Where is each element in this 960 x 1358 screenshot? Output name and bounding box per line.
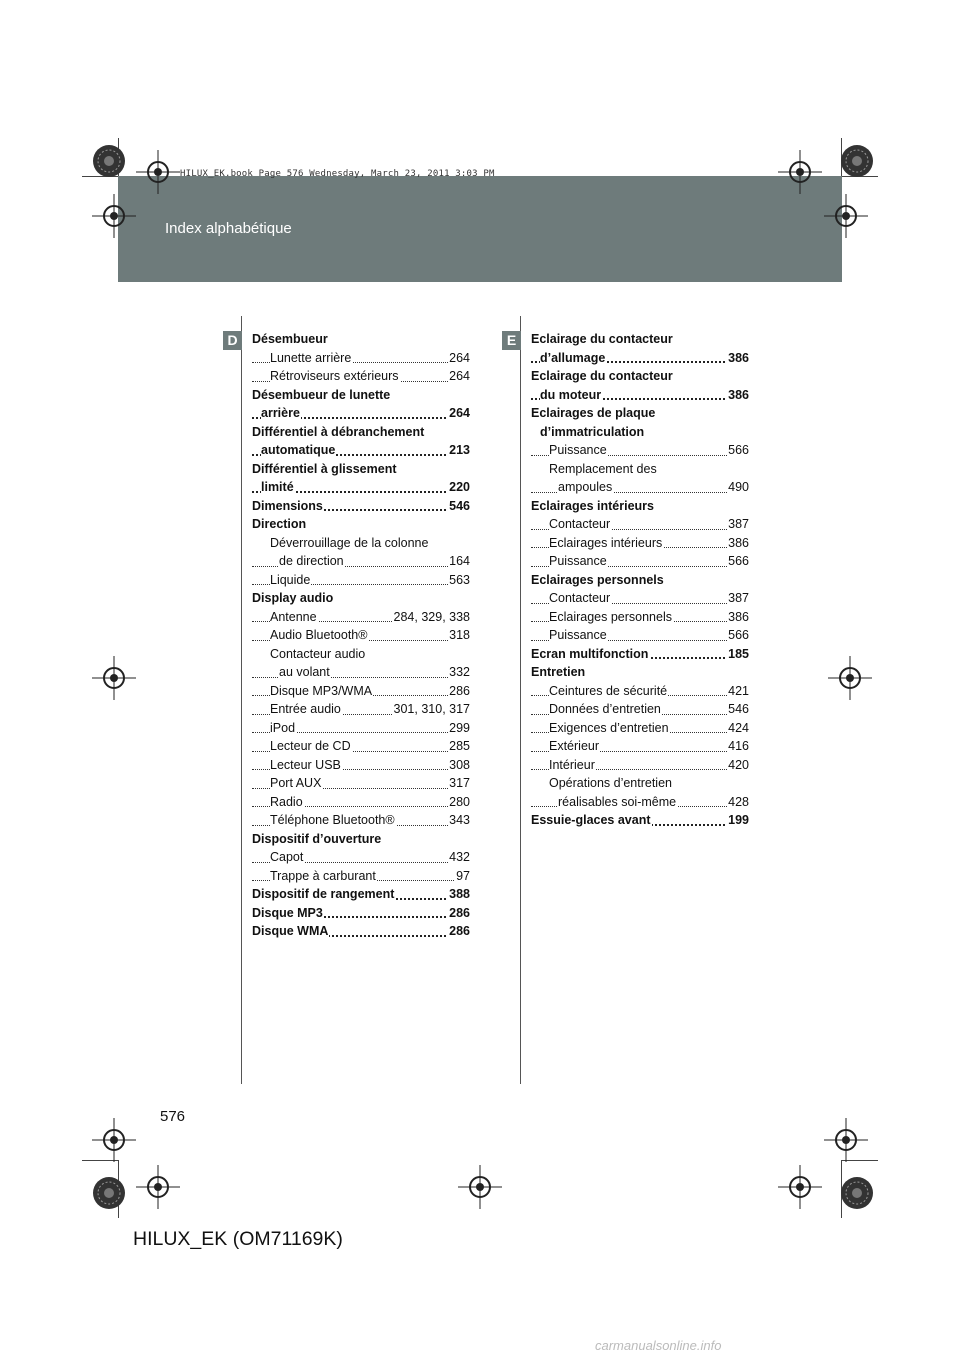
index-entry-page: 387 [727,515,749,534]
index-entry-text: Disque WMA [252,924,329,938]
index-entry-text: Antenne [270,609,317,624]
index-entry [252,737,470,756]
registration-mark-icon [778,1165,822,1209]
index-entry [531,386,749,405]
index-entry-text: Puissance [549,443,607,457]
index-entry-text: Entrée audio [270,702,341,716]
index-entry-text: Eclairages personnels [549,609,672,624]
index-entry-page: 566 [727,552,749,571]
index-entry-page: 416 [727,737,749,756]
index-entry-text: Entretien [531,665,586,679]
index-entry [252,626,470,645]
index-entry-page: 97 [455,867,470,886]
index-entry-page: 286 [448,904,470,923]
section-letter-e: E [502,331,521,350]
page-number: 576 [160,1108,186,1125]
index-entry-text: Désembueur de lunette [252,387,391,402]
index-entry-text: Contacteur audio [270,646,366,661]
watermark: carmanualsonline.info [595,1338,722,1353]
registration-mark-icon [458,1165,502,1209]
index-entry-page: 264 [448,404,470,423]
index-entry-text: au volant [279,665,330,679]
index-entry-text: Radio [270,794,303,809]
starburst-target-icon [92,1176,126,1210]
registration-mark-icon [778,150,822,194]
index-entry-page: 164 [448,552,470,571]
index-entry [252,904,470,923]
registration-mark-icon [136,1165,180,1209]
index-entry-text: Trappe à carburant [270,868,376,883]
index-entry-text: d’allumage [540,350,606,365]
index-entry-text: Extérieur [549,739,600,753]
index-entry-page: 424 [727,719,749,738]
column-rule-right [520,316,521,1084]
starburst-target-icon [840,144,874,178]
index-entry [252,515,470,534]
index-entry [531,515,749,534]
index-entry [531,700,749,719]
index-entry [252,478,470,497]
index-entry [252,885,470,904]
index-entry-text: Eclairage du contacteur [531,332,673,346]
index-entry-text: Capot [270,850,304,864]
index-entry [252,922,470,941]
index-entry-page: 332 [448,663,470,682]
index-entry-text: Ecran multifonction [531,646,649,661]
index-entry-text: Puissance [549,628,607,642]
index-entry-text: Dispositif de rangement [252,887,395,901]
starburst-target-icon [840,1176,874,1210]
index-entry [252,423,470,442]
index-entry-text: d’immatriculation [540,424,645,439]
index-entry [531,404,749,423]
index-entry [531,793,749,812]
index-entry-page: 285 [448,737,470,756]
section-letter-d: D [223,331,242,350]
index-entry-text: Données d’entretien [549,702,661,716]
index-entry [531,682,749,701]
index-entry [252,830,470,849]
index-entry [531,774,749,793]
index-entry [252,811,470,830]
index-entry-text: Eclairages personnels [531,572,664,587]
index-entry-text: Display audio [252,591,334,605]
index-entry [531,626,749,645]
index-entry-page: 566 [727,441,749,460]
index-entry [252,460,470,479]
index-entry-text: Liquide [270,572,311,587]
registration-mark-icon [136,150,180,194]
index-entry-text: automatique [261,443,336,457]
index-entry-page: 546 [727,700,749,719]
model-code: HILUX_EK (OM71169K) [133,1228,343,1250]
index-entry-text: Eclairage du contacteur [531,369,673,383]
index-entry-text: Intérieur [549,757,595,772]
page-title: Index alphabétique [165,220,292,237]
index-entry-page: 566 [727,626,749,645]
index-entry-text: Différentiel à glissement [252,461,397,476]
index-entry [252,793,470,812]
index-entry [252,867,470,886]
index-entry-text: Lecteur de CD [270,739,351,753]
index-entry-text: Disque MP3/WMA [270,683,373,698]
index-entry-text: réalisables soi-même [558,794,677,809]
index-entry [252,589,470,608]
index-entry-page: 563 [448,571,470,590]
index-entry-text: Dimensions [252,498,323,513]
registration-mark-icon [828,656,872,700]
index-entry [531,552,749,571]
book-stamp: HILUX_EK.book Page 576 Wednesday, March 23, 2011 3:03 PM [180,169,495,179]
index-entry-text: Lunette arrière [270,350,352,365]
index-entry [531,478,749,497]
index-entry-page: 308 [448,756,470,775]
index-entry-text: Eclairages de plaque [531,406,656,420]
index-entry-page: 286 [448,922,470,941]
index-entry-text: de direction [279,554,344,568]
index-entry [252,386,470,405]
index-entry-text: Audio Bluetooth® [270,628,368,642]
index-entry [531,534,749,553]
index-entry [531,645,749,664]
index-entry-page: 286 [448,682,470,701]
index-entry [252,663,470,682]
index-entry-text: Exigences d’entretien [549,720,669,735]
index-entry-text: Lecteur USB [270,757,341,772]
index-entry [252,774,470,793]
index-entry-text: limité [261,480,294,494]
index-entry-text: Remplacement des [549,461,657,476]
index-entry-page: 299 [448,719,470,738]
index-entry [531,663,749,682]
index-entry-text: Déverrouillage de la colonne [270,535,429,550]
index-entry-page: 318 [448,626,470,645]
index-entry-text: iPod [270,720,296,735]
index-entry [531,811,749,830]
index-entry-text: Désembueur [252,332,328,346]
index-entry [252,349,470,368]
index-entry [252,571,470,590]
index-entry-page: 546 [448,497,470,516]
index-entry-page: 387 [727,589,749,608]
index-column-d [252,330,470,941]
index-entry-text: Opérations d’entretien [549,776,672,790]
index-entry [252,441,470,460]
index-entry-page: 386 [727,534,749,553]
index-entry [531,589,749,608]
index-entry-page: 185 [727,645,749,664]
index-entry-text: Eclairages intérieurs [531,498,654,513]
index-entry-page: 428 [727,793,749,812]
index-entry-page: 213 [448,441,470,460]
index-entry-text: Port AUX [270,776,322,790]
index-entry [531,497,749,516]
index-entry-text: Eclairages intérieurs [549,535,663,550]
index-entry-page: 264 [448,349,470,368]
index-entry [252,700,470,719]
index-entry [531,719,749,738]
index-entry [252,534,470,553]
registration-mark-icon [92,656,136,700]
index-entry [531,367,749,386]
index-entry-page: 264 [448,367,470,386]
index-entry [531,441,749,460]
registration-mark-icon [92,1118,136,1162]
index-entry [252,756,470,775]
index-entry-page: 420 [727,756,749,775]
index-entry-page: 199 [727,811,749,830]
index-entry-text: Contacteur [549,517,611,531]
index-entry [252,682,470,701]
index-entry [531,423,749,442]
index-entry [531,330,749,349]
index-entry-text: Ceintures de sécurité [549,683,668,698]
registration-mark-icon [824,194,868,238]
registration-mark-icon [824,1118,868,1162]
index-entry-text: Essuie-glaces avant [531,813,651,827]
index-entry-text: Différentiel à débranchement [252,424,425,439]
index-entry-text: Contacteur [549,591,611,605]
index-entry-text: Disque MP3 [252,905,323,920]
index-entry-text: Puissance [549,554,607,568]
index-entry-text: arrière [261,406,300,420]
index-entry-page: 386 [727,386,749,405]
index-entry-page: 317 [448,774,470,793]
index-entry [252,330,470,349]
index-entry-text: Rétroviseurs extérieurs [270,369,399,383]
starburst-target-icon [92,144,126,178]
index-entry-page: 432 [448,848,470,867]
index-entry-text: Direction [252,517,307,531]
registration-mark-icon [92,194,136,238]
index-entry-text: Dispositif d’ouverture [252,831,382,846]
index-entry [252,719,470,738]
index-entry-text: ampoules [558,480,613,494]
index-entry [252,367,470,386]
index-entry [531,349,749,368]
index-entry [531,608,749,627]
index-entry-page: 386 [727,608,749,627]
index-entry-text: du moteur [540,387,602,402]
index-entry [252,404,470,423]
index-entry-text: Téléphone Bluetooth® [270,813,395,827]
index-entry [252,552,470,571]
index-entry-page: 220 [448,478,470,497]
index-entry [252,645,470,664]
column-rule-left [241,316,242,1084]
index-entry [531,460,749,479]
index-entry-page: 388 [448,885,470,904]
index-entry [252,608,470,627]
index-entry [531,756,749,775]
index-entry-page: 301, 310, 317 [393,700,470,719]
index-entry-page: 386 [727,349,749,368]
index-entry [252,848,470,867]
index-entry [252,497,470,516]
index-entry-page: 421 [727,682,749,701]
index-entry [531,737,749,756]
index-entry [531,571,749,590]
index-entry-page: 343 [448,811,470,830]
index-entry-page: 490 [727,478,749,497]
index-entry-page: 284, 329, 338 [393,608,470,627]
index-entry-page: 280 [448,793,470,812]
index-column-e [531,330,749,830]
